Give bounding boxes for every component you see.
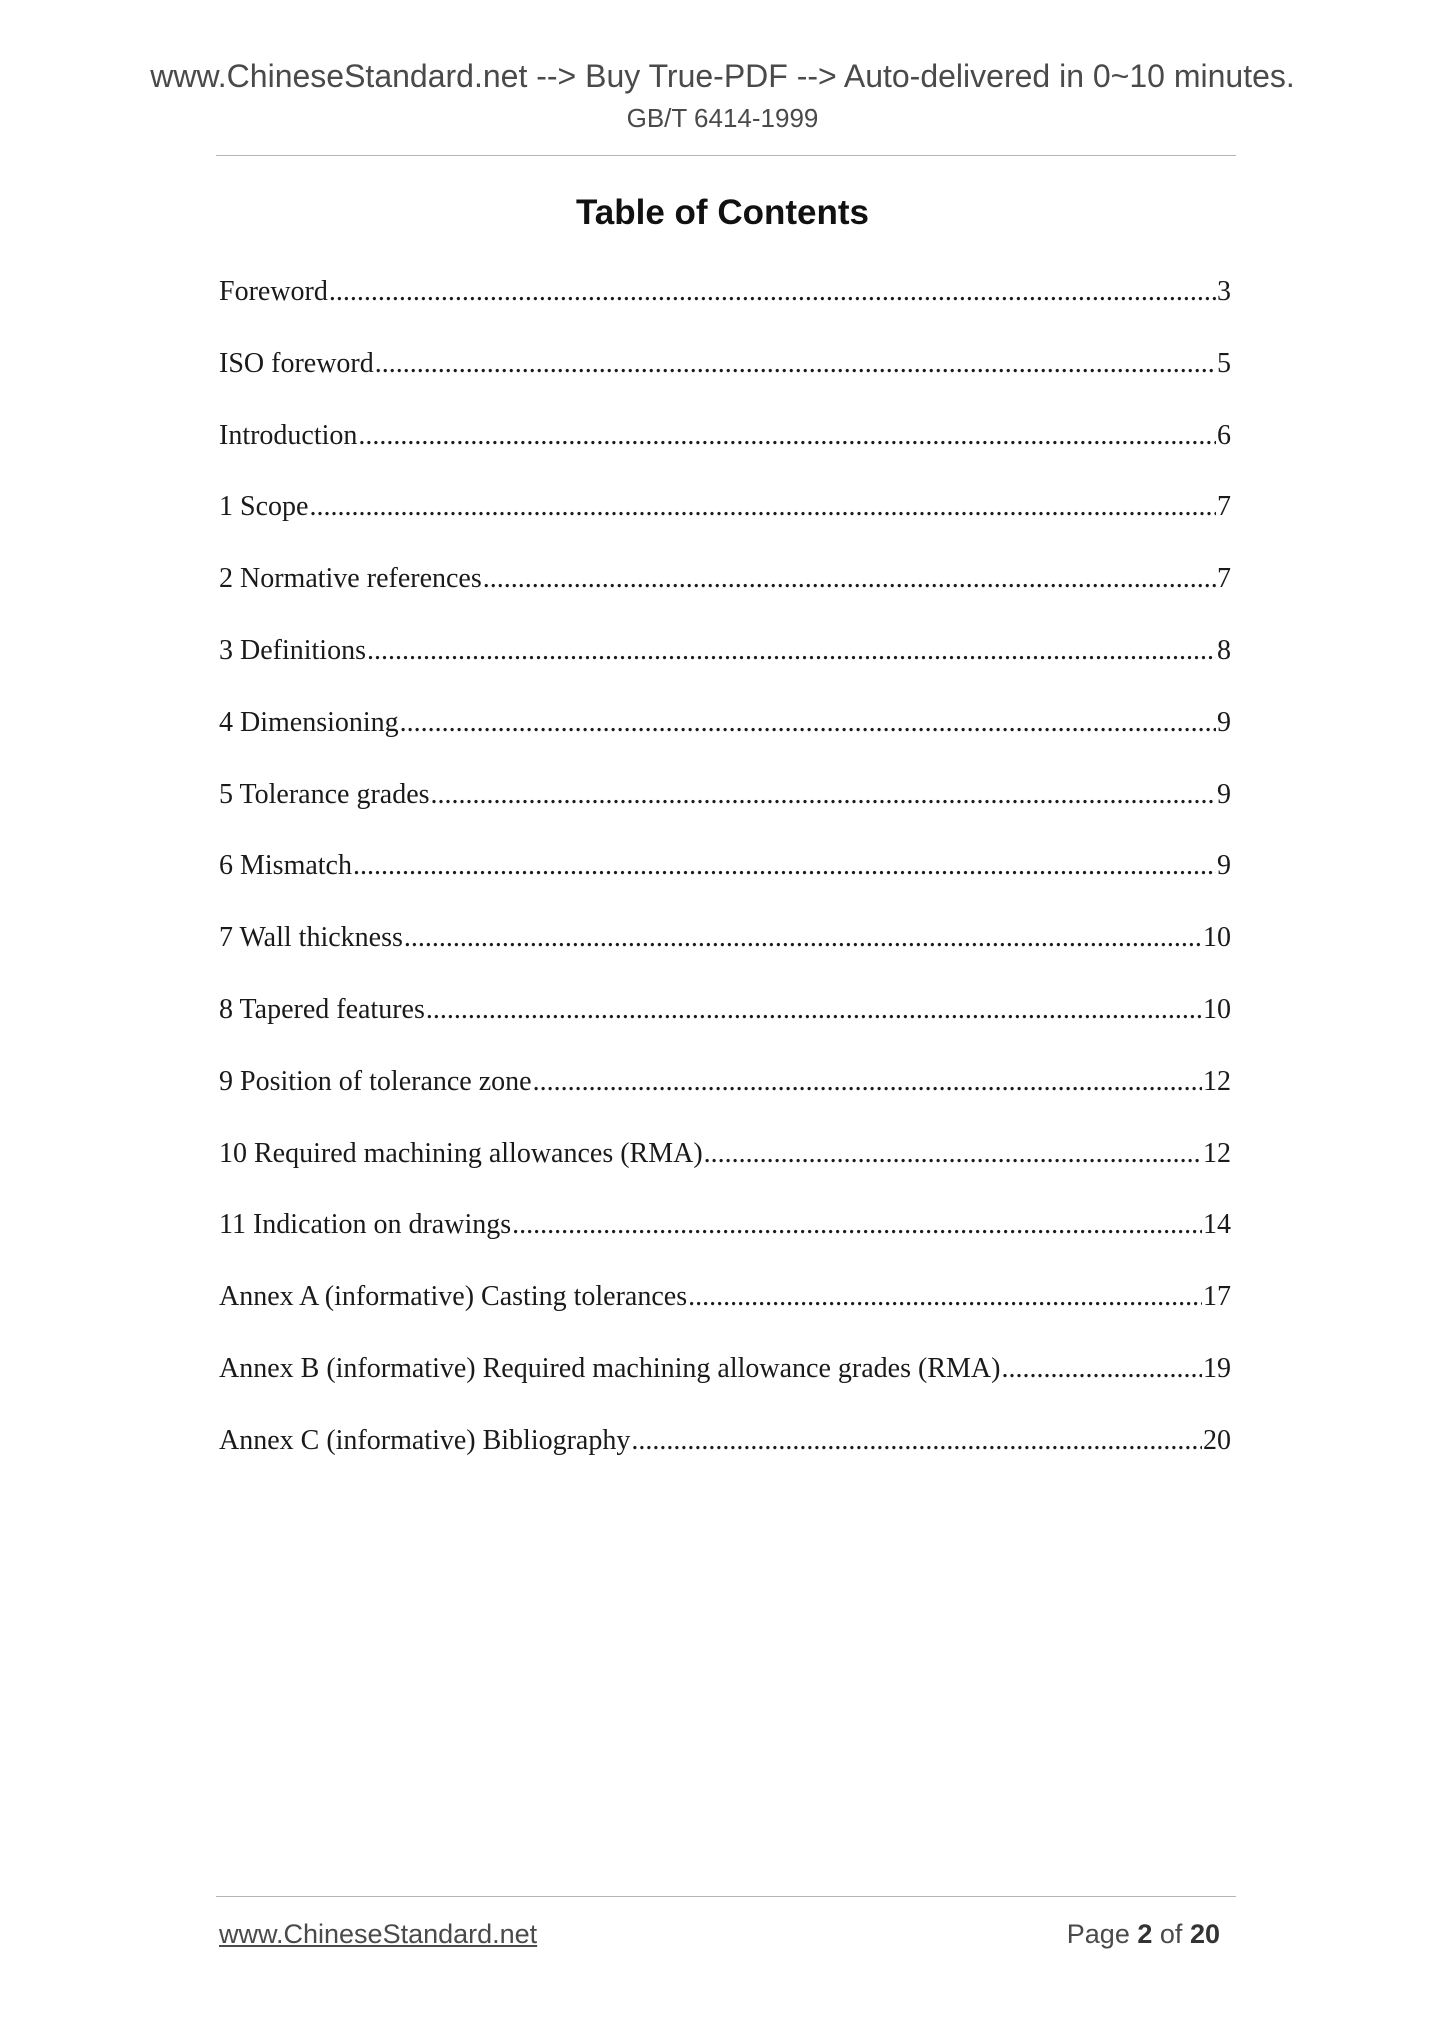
toc-dot-leader: [367, 631, 1216, 671]
toc-entry-indication-on-drawings[interactable]: [219, 1205, 1231, 1277]
toc-entry-label: 9 Position of tolerance zone: [219, 1065, 532, 1097]
toc-entry-page: 6: [1217, 419, 1231, 451]
toc-dot-leader: [1001, 1349, 1202, 1389]
toc-dot-leader: [512, 1205, 1202, 1245]
toc-entry-annex-a[interactable]: [219, 1277, 1231, 1349]
toc-entry-definitions[interactable]: [219, 631, 1231, 703]
toc-dot-leader: [309, 487, 1216, 527]
toc-dot-leader: [688, 1277, 1202, 1317]
toc-dot-leader: [400, 703, 1216, 743]
footer-page-indicator: [1067, 1916, 1220, 1952]
toc-entry-page: 9: [1217, 706, 1231, 738]
toc-entry-page: 3: [1217, 276, 1231, 307]
toc-entry-dimensioning[interactable]: [219, 703, 1231, 775]
toc-entry-position-of-tolerance-zone[interactable]: [219, 1062, 1231, 1134]
page-current: 2: [1137, 1919, 1153, 1949]
toc-dot-leader: [631, 1421, 1202, 1461]
page-of: of: [1159, 1919, 1183, 1949]
header-divider: [216, 155, 1236, 156]
page-prefix: Page: [1066, 1919, 1130, 1949]
toc-entry-label: 5 Tolerance grades: [219, 778, 430, 810]
toc-entry-page: 12: [1203, 1065, 1231, 1097]
toc-entry-page: 8: [1217, 634, 1231, 666]
toc-entry-required-machining-allowances[interactable]: [219, 1134, 1231, 1206]
toc-entry-label: 6 Mismatch: [219, 850, 352, 882]
page-total: 20: [1189, 1919, 1220, 1949]
header-banner: www.ChineseStandard.net --> Buy True-PDF --> Auto-delivered in 0~10 minutes.: [150, 58, 1295, 94]
toc-entry-annex-c[interactable]: [219, 1421, 1231, 1493]
footer-site-link[interactable]: www.ChineseStandard.net: [219, 1919, 538, 1949]
toc-entry-page: 9: [1217, 778, 1231, 810]
toc-entry-scope[interactable]: [219, 487, 1231, 559]
toc-entry-page: 19: [1203, 1352, 1231, 1384]
toc-entry-label: 8 Tapered features: [219, 993, 425, 1025]
toc-list: [219, 272, 1231, 1493]
toc-entry-label: 10 Required machining allowances (RMA): [219, 1137, 703, 1169]
toc-dot-leader: [704, 1134, 1202, 1174]
document-id: GB/T 6414-1999: [626, 103, 819, 133]
toc-dot-leader: [533, 1062, 1202, 1102]
toc-entry-tolerance-grades[interactable]: [219, 775, 1231, 847]
toc-dot-leader: [329, 272, 1216, 312]
toc-entry-normative-references[interactable]: [219, 559, 1231, 631]
toc-entry-mismatch[interactable]: [219, 846, 1231, 918]
toc-entry-page: 17: [1203, 1281, 1231, 1313]
toc-entry-page: 10: [1203, 993, 1231, 1025]
toc-entry-page: 14: [1203, 1209, 1231, 1241]
toc-entry-introduction[interactable]: [219, 416, 1231, 488]
toc-entry-foreword[interactable]: [219, 272, 1231, 344]
toc-entry-label: 1 Scope: [219, 491, 309, 523]
toc-title: Table of Contents: [576, 193, 869, 232]
toc-entry-label: Introduction: [219, 419, 358, 451]
toc-entry-page: 12: [1203, 1137, 1231, 1169]
toc-entry-page: 10: [1203, 922, 1231, 954]
toc-entry-label: 3 Definitions: [219, 634, 366, 666]
toc-entry-page: 20: [1203, 1424, 1231, 1456]
toc-dot-leader: [404, 918, 1202, 958]
toc-dot-leader: [483, 559, 1216, 599]
footer-divider: [216, 1896, 1236, 1897]
toc-dot-leader: [353, 846, 1216, 886]
toc-entry-label: Foreword: [219, 276, 328, 307]
toc-dot-leader: [426, 990, 1202, 1030]
toc-entry-iso-foreword[interactable]: [219, 344, 1231, 416]
toc-entry-label: 4 Dimensioning: [219, 706, 399, 738]
toc-entry-label: Annex A (informative) Casting tolerances: [219, 1281, 688, 1313]
toc-dot-leader: [431, 775, 1216, 815]
toc-entry-label: Annex B (informative) Required machining allowance grades (RMA): [219, 1352, 1001, 1384]
toc-entry-tapered-features[interactable]: [219, 990, 1231, 1062]
toc-dot-leader: [375, 344, 1216, 384]
toc-entry-annex-b[interactable]: [219, 1349, 1231, 1421]
toc-entry-page: 7: [1217, 563, 1231, 595]
toc-entry-page: 5: [1217, 347, 1231, 379]
toc-entry-label: ISO foreword: [219, 347, 374, 379]
toc-entry-wall-thickness[interactable]: [219, 918, 1231, 990]
toc-dot-leader: [358, 416, 1216, 456]
toc-entry-label: 2 Normative references: [219, 563, 482, 595]
toc-entry-page: 7: [1217, 491, 1231, 523]
toc-entry-label: 7 Wall thickness: [219, 922, 403, 954]
toc-entry-label: 11 Indication on drawings: [219, 1209, 512, 1241]
toc-entry-label: Annex C (informative) Bibliography: [219, 1424, 631, 1456]
toc-entry-page: 9: [1217, 850, 1231, 882]
